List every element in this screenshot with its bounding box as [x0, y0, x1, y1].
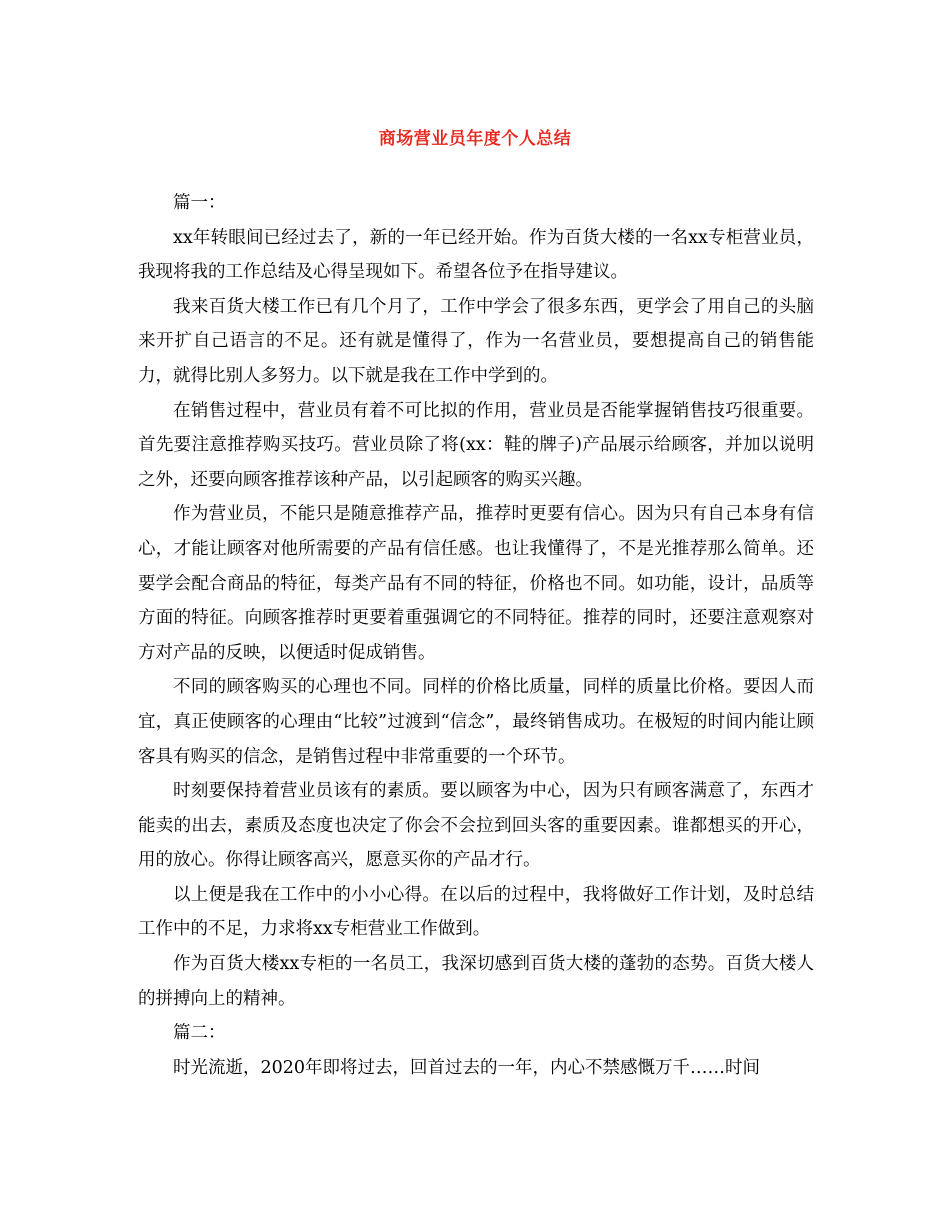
- section-heading-2: 篇二：: [173, 1023, 226, 1044]
- paragraph: 时刻要保持着营业员该有的素质。要以顾客为中心，因为只有顾客满意了，东西才能卖的出去，素质及态度也决定了你会不会拉到回头客的重要因素。谁都想买的开心，用的放心。你得让顾客高兴，愿意买你的产品才行。: [138, 781, 814, 871]
- paragraph: 以上便是我在工作中的小小心得。在以后的过程中，我将做好工作计划，及时总结工作中的不足，力求将xx专柜营业工作做到。: [138, 884, 814, 940]
- paragraph: xx年转眼间已经过去了，新的一年已经开始。作为百货大楼的一名xx专柜营业员，我现将我的工作总结及心得呈现如下。希望各位予在指导建议。: [138, 227, 814, 283]
- paragraph: 不同的顾客购买的心理也不同。同样的价格比质量，同样的质量比价格。要因人而宜，真正使顾客的心理由“比较”过渡到“信念”，最终销售成功。在极短的时间内能让顾客具有购买的信念，是销售过程中非常重要的一个环节。: [138, 677, 814, 767]
- paragraph: 时光流逝，2020年即将过去，回首过去的一年，内心不禁感慨万千……时间: [173, 1057, 761, 1078]
- document-body: [138, 186, 814, 1085]
- paragraph: 作为营业员，不能只是随意推荐产品，推荐时更要有信心。因为只有自己本身有信心，才能让顾客对他所需要的产品有信任感。也让我懂得了，不是光推荐那么简单。还要学会配合商品的特征，每类产品有不同的特征，价格也不同。如功能，设计，品质等方面的特征。向顾客推荐时更要着重强调它的不同特征。推荐的同时，还要注意观察对方对产品的反映，以便适时促成销售。: [138, 504, 814, 663]
- document-title: 商场营业员年度个人总结: [378, 129, 572, 149]
- section-heading-1: 篇一：: [173, 193, 226, 213]
- paragraph: 作为百货大楼xx专柜的一名员工，我深切感到百货大楼的蓬勃的态势。百货大楼人的拼搏向上的精神。: [138, 954, 814, 1009]
- paragraph: 我来百货大楼工作已有几个月了，工作中学会了很多东西，更学会了用自己的头脑来开扩自己语言的不足。还有就是懂得了，作为一名营业员，要想提高自己的销售能力，就得比别人多努力。以下就是我在工作中学到的。: [138, 296, 814, 386]
- paragraph: 在销售过程中，营业员有着不可比拟的作用，营业员是否能掌握销售技巧很重要。首先要注意推荐购买技巧。营业员除了将(xx：鞋的牌子)产品展示给顾客，并加以说明之外，还要向顾客推荐该种产品，以引起顾客的购买兴趣。: [138, 400, 814, 490]
